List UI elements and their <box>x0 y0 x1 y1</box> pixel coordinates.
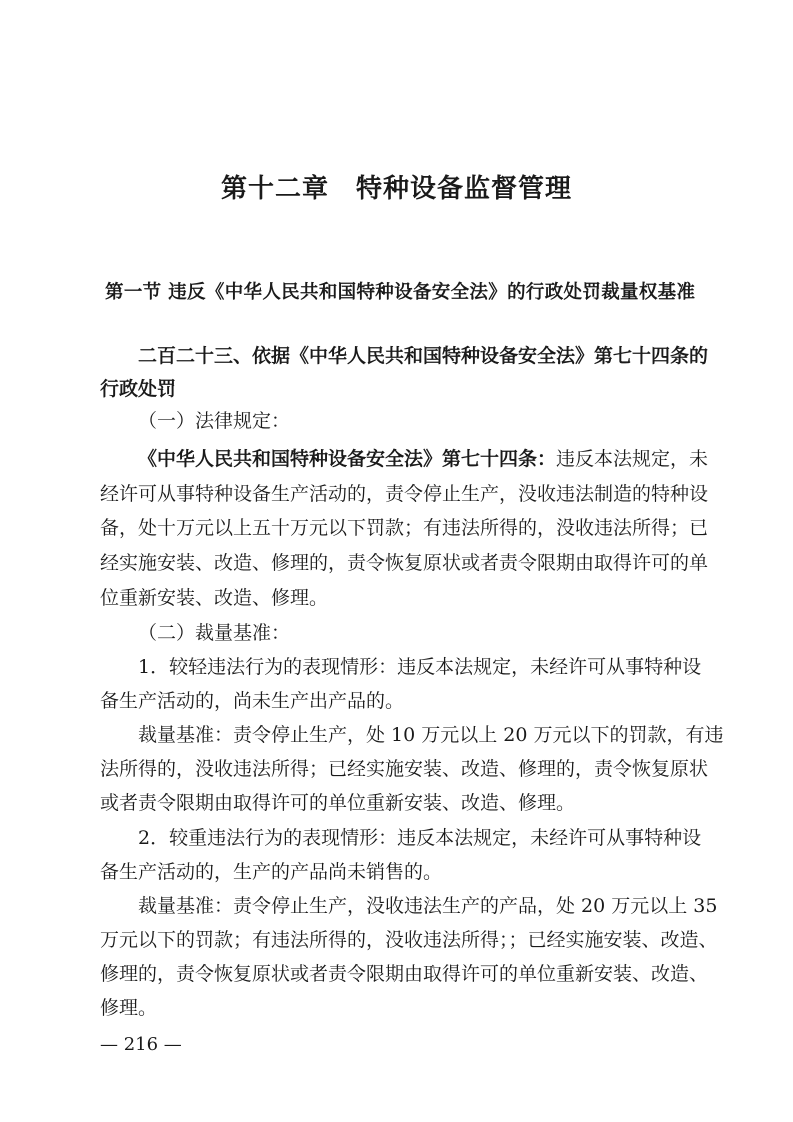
chapter-title: 第十二章 特种设备监督管理 <box>220 174 572 204</box>
section-title: 第一节 违反《中华人民共和国特种设备安全法》的行政处罚裁量权基准 <box>105 282 695 303</box>
item-line: 法所得的，没收违法所得；已经实施安装、改造、修理的，责令恢复原状 <box>100 758 709 780</box>
standard-label: （二）裁量基准： <box>138 622 291 644</box>
legal-label: （一）法律规定： <box>138 410 291 432</box>
legal-text-line: 位重新安装、改造、修理。 <box>100 587 329 609</box>
legal-text-line: 备，处十万元以上五十万元以下罚款；有违法所得的，没收违法所得；已 <box>100 517 709 539</box>
page-number: — 216 — <box>100 1034 182 1055</box>
article-heading-line: 二百二十三、依据《中华人民共和国特种设备安全法》第七十四条的 <box>138 345 709 367</box>
legal-text-line: 经许可从事特种设备生产活动的，责令停止生产，没收违法制造的特种设 <box>100 483 709 505</box>
item-line: 2．较重违法行为的表现情形：违反本法规定，未经许可从事特种设 <box>138 827 702 849</box>
item-line: 1．较轻违法行为的表现情形：违反本法规定，未经许可从事特种设 <box>138 656 702 678</box>
item-line: 备生产活动的，尚未生产出产品的。 <box>100 690 405 712</box>
item-line: 裁量基准：责令停止生产，处 10 万元以上 20 万元以下的罚款，有违 <box>138 724 724 746</box>
legal-text-line <box>138 446 709 472</box>
article-heading-line: 行政处罚 <box>100 378 177 400</box>
item-line: 备生产活动的，生产的产品尚未销售的。 <box>100 861 443 883</box>
item-line: 或者责令限期由取得许可的单位重新安装、改造、修理。 <box>100 792 576 814</box>
legal-text-fragment: 违反本法规定，未 <box>556 448 709 470</box>
item-line: 修理。 <box>100 997 158 1019</box>
article-reference: 《中华人民共和国特种设备安全法》第七十四条： <box>138 448 557 470</box>
item-line: 裁量基准：责令停止生产，没收违法生产的产品，处 20 万元以上 35 <box>138 895 718 917</box>
item-line: 修理的，责令恢复原状或者责令限期由取得许可的单位重新安装、改造、 <box>100 963 709 985</box>
legal-text-line: 经实施安装、改造、修理的，责令恢复原状或者责令限期由取得许可的单 <box>100 552 709 574</box>
item-line: 万元以下的罚款；有违法所得的，没收违法所得；；已经实施安装、改造、 <box>100 929 718 951</box>
